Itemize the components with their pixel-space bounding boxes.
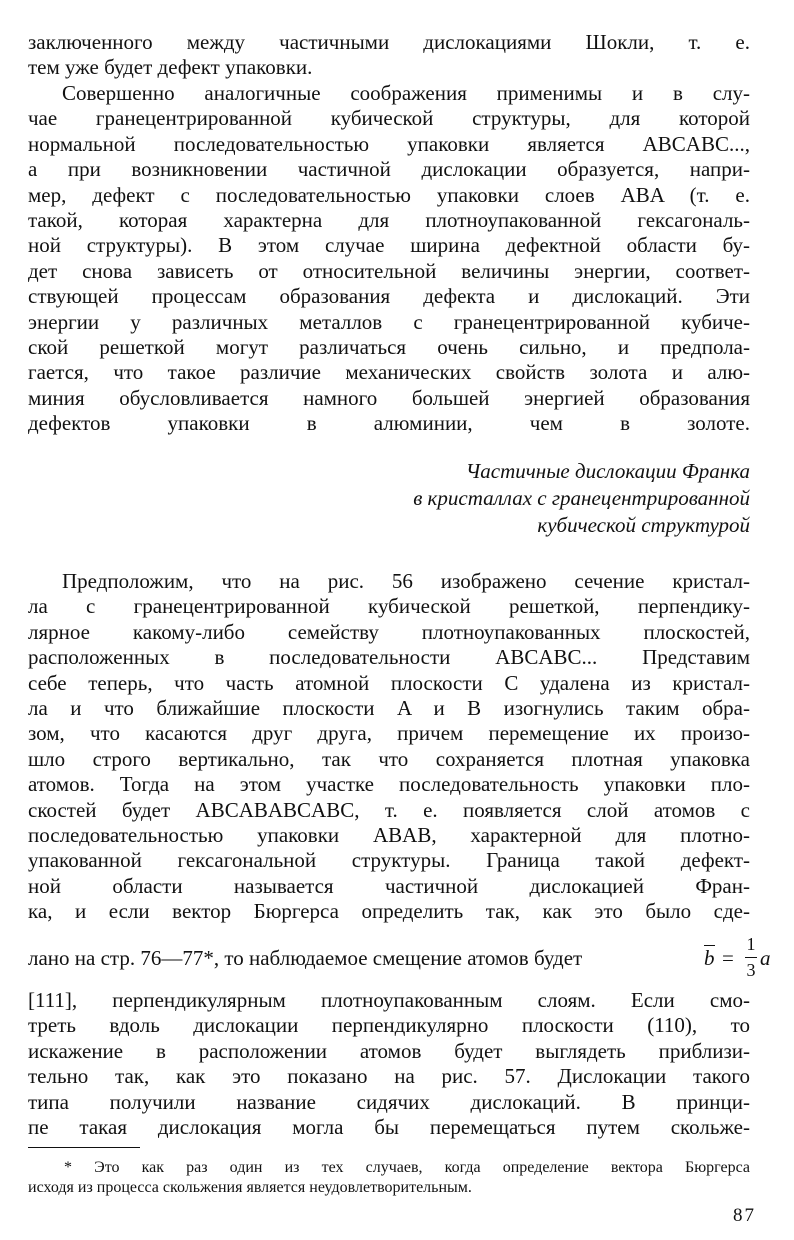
paragraph-2 (28, 81, 750, 462)
text-line: лярное какому-либо семейству плотноупакованных плоскостей, (28, 619, 750, 644)
text-line: миния обусловливается намного большей энергией образования (28, 385, 750, 410)
text-line: тельно так, как это показано на рис. 57. Дислокации такого (28, 1064, 750, 1089)
section-heading (150, 458, 750, 539)
text-line: ка, и если вектор Бюргерса определить так, как это было сде- (28, 899, 750, 924)
variable-a: a (760, 946, 771, 970)
text-line: лано на стр. 76—77*, то наблюдаемое смещение атомов будет (28, 946, 583, 970)
text-line: Совершенно аналогичные соображения применимы и в слу- (62, 81, 750, 105)
text-line: ствующей процессам образования дефекта и дислокаций. Эти (28, 284, 750, 309)
text-line: расположенных в последовательности ABCABC... Представим (28, 645, 750, 670)
text-line: ной структуры). В этом случае ширина дефектной области бу- (28, 233, 750, 258)
footnote-line: исходя из процесса скольжения является неудовлетворительным. (28, 1179, 472, 1196)
text-line: шло строго вертикально, так что сохраняется плотная упаковка (28, 746, 750, 771)
heading-line: Частичные дислокации Франка (465, 459, 750, 483)
paragraph-3 (28, 569, 750, 924)
text-line: Предположим, что на рис. 56 изображено сечение кристал- (62, 569, 750, 593)
formula-line (28, 934, 771, 984)
paragraph-3-continued (28, 988, 750, 1140)
text-line: последовательностью упаковки ABAB, характерной для плотно- (28, 822, 750, 847)
text-line: типа получили название сидячих дислокаций. В принци- (28, 1089, 750, 1114)
equals-sign: = (722, 946, 734, 970)
text-line: ла и что ближайшие плоскости A и B изогнулись таким обра- (28, 695, 750, 720)
text-line: себе теперь, что часть атомной плоскости C удалена из кристал- (28, 670, 750, 695)
fraction-denominator: 3 (746, 960, 756, 980)
text-line: дет снова зависеть от относительной величины энергии, соответ- (28, 258, 750, 283)
page-number: 87 (733, 1205, 756, 1226)
text-line: упакованной гексагональной структуры. Граница такой дефект- (28, 848, 750, 873)
text-line: заключенного между частичными дислокациями Шокли, т. е. (28, 30, 750, 54)
text-line: атомов. Тогда на этом участке последовательность упаковки пло- (28, 772, 750, 797)
text-line: ной области называется частичной дислокацией Фран- (28, 873, 750, 898)
heading-line: кубической структурой (537, 513, 750, 537)
text-line: зом, что касаются друг друга, причем перемещение их произо- (28, 721, 750, 746)
text-line: такой, которая характерна для плотноупакованной гексагональ- (28, 207, 750, 232)
paragraph-1 (28, 30, 750, 81)
text-line: пе такая дислокация могла бы перемещаться путем скольже- (28, 1114, 750, 1139)
vector-b: b (704, 946, 715, 970)
fraction-bar (745, 957, 757, 958)
text-line: гается, что такое различие механических свойств золота и алю- (28, 360, 750, 385)
footnote-line: * Это как раз один из тех случаев, когда определение вектора Бюргерса (64, 1159, 750, 1176)
text-line: [111], перпендикулярным плотноупакованным слоям. Если смо- (28, 988, 750, 1012)
footnote (28, 1158, 750, 1198)
text-line: искажение в расположении атомов будет выглядеть приблизи- (28, 1038, 750, 1063)
text-line: чае гранецентрированной кубической структуры, для которой (28, 106, 750, 131)
text-line: треть вдоль дислокации перпендикулярно плоскости (110), то (28, 1013, 750, 1038)
heading-line: в кристаллах с гранецентрированной (413, 486, 750, 510)
fraction-numerator: 1 (746, 934, 756, 954)
text-line: мер, дефект с последовательностью упаковки слоев ABA (т. е. (28, 182, 750, 207)
text-line: ской решеткой могут различаться очень сильно, и предпола- (28, 334, 750, 359)
text-line: скостей будет ABCABABCABC, т. е. появляется слой атомов с (28, 797, 750, 822)
text-line: а при возникновении частичной дислокации образуется, напри- (28, 157, 750, 182)
text-line: дефектов упаковки в алюминии, чем в золоте. (28, 411, 750, 436)
text-line: нормальной последовательностью упаковки является ABCABC..., (28, 131, 750, 156)
text-line: ла с гранецентрированной кубической решеткой, перпендику- (28, 594, 750, 619)
text-line: тем уже будет дефект упаковки. (28, 55, 313, 80)
footnote-divider (28, 1147, 140, 1148)
text-line: энергии у различных металлов с гранецентрированной кубиче- (28, 309, 750, 334)
